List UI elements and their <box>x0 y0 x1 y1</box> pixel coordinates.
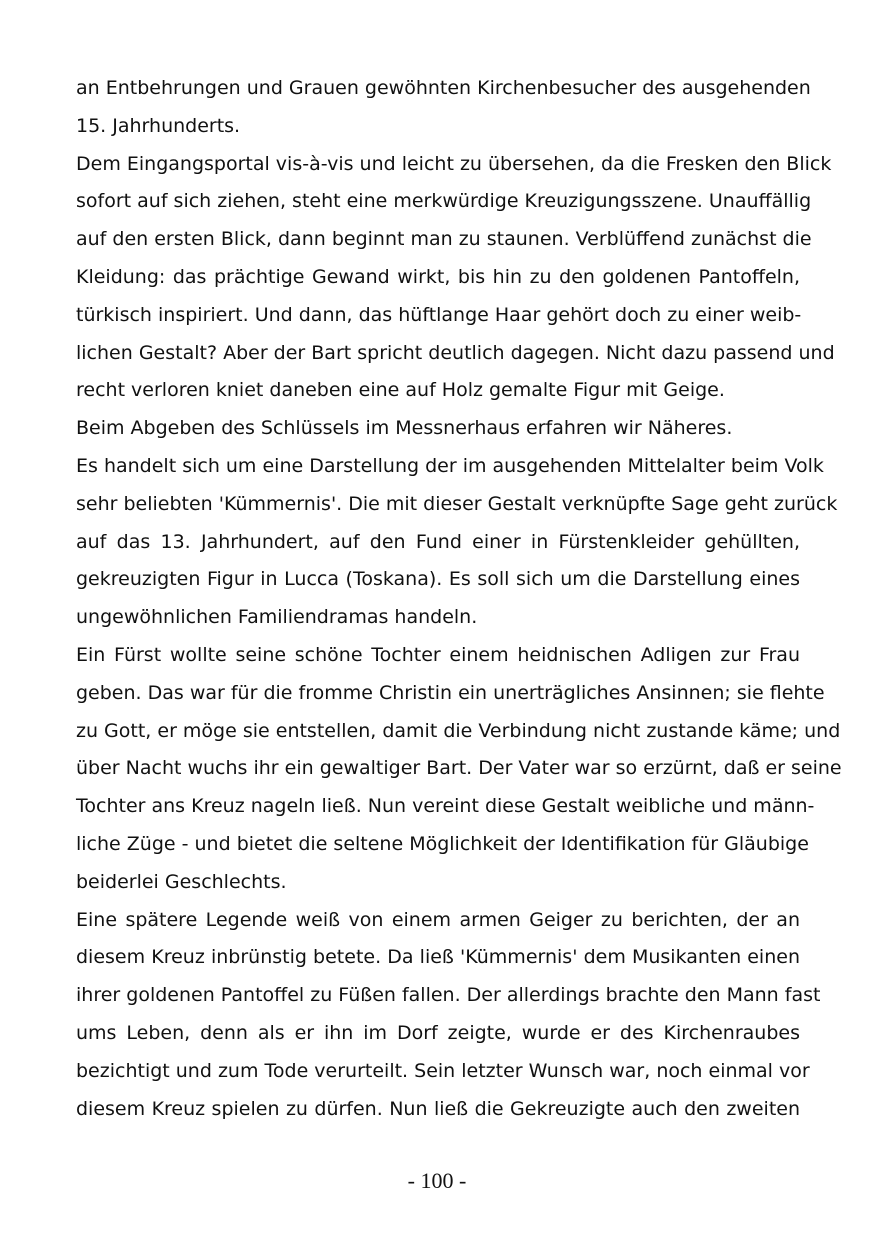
text-line: ihrer goldenen Pantoffel zu Füßen fallen. Der allerdings brachte den Mann fast <box>76 984 821 1007</box>
text-line: Tochter ans Kreuz nageln ließ. Nun vereint diese Gestalt weibliche und männ- <box>76 795 815 818</box>
text-line: Ein Fürst wollte seine schöne Tochter einem heidnischen Adligen zur Frau <box>76 643 800 666</box>
text-line: bezichtigt und zum Tode verurteilt. Sein letzter Wunsch war, noch einmal vor <box>76 1059 810 1082</box>
text-line: ungewöhnlichen Familiendramas handeln. <box>76 606 478 629</box>
text-line: zu Gott, er möge sie entstellen, damit die Verbindung nicht zustande käme; und <box>76 719 841 742</box>
body-text <box>76 70 842 1128</box>
text-line: lichen Gestalt? Aber der Bart spricht deutlich dagegen. Nicht dazu passend und <box>76 341 835 364</box>
text-line: geben. Das war für die fromme Christin ein unerträgliches Ansinnen; sie flehte <box>76 681 825 704</box>
text-line: Beim Abgeben des Schlüssels im Messnerhaus erfahren wir Näheres. <box>76 417 733 440</box>
text-line: Es handelt sich um eine Darstellung der im ausgehenden Mittelalter beim Volk <box>76 454 824 477</box>
text-line: sofort auf sich ziehen, steht eine merkwürdige Kreuzigungsszene. Unauffällig <box>76 190 812 213</box>
text-line: Eine spätere Legende weiß von einem armen Geiger zu berichten, der an <box>76 908 800 931</box>
text-line: an Entbehrungen und Grauen gewöhnten Kirchenbesucher des ausgehenden <box>76 77 811 99</box>
text-line: diesem Kreuz inbrünstig betete. Da ließ 'Kümmernis' dem Musikanten einen <box>76 946 800 969</box>
text-line: gekreuzigten Figur in Lucca (Toskana). Es soll sich um die Darstellung eines <box>76 568 800 591</box>
text-line: recht verloren kniet daneben eine auf Holz gemalte Figur mit Geige. <box>76 379 725 402</box>
text-line: diesem Kreuz spielen zu dürfen. Nun ließ die Gekreuzigte auch den zweiten <box>76 1097 800 1120</box>
text-line: 15. Jahrhunderts. <box>76 114 241 137</box>
page-number: - 100 - <box>407 1168 467 1193</box>
text-line: auf den ersten Blick, dann beginnt man zu staunen. Verblüffend zunächst die <box>76 228 812 251</box>
text-line: liche Züge - und bietet die seltene Möglichkeit der Identifikation für Gläubige <box>76 832 809 855</box>
text-line: sehr beliebten 'Kümmernis'. Die mit dieser Gestalt verknüpfte Sage geht zurück <box>76 492 838 515</box>
text-line: ums Leben, denn als er ihn im Dorf zeigte, wurde er des Kirchenraubes <box>76 1021 800 1044</box>
text-line: beiderlei Geschlechts. <box>76 870 287 893</box>
text-line: türkisch inspiriert. Und dann, das hüftlange Haar gehört doch zu einer weib- <box>76 303 802 326</box>
text-line: Kleidung: das prächtige Gewand wirkt, bis hin zu den goldenen Pantoffeln, <box>76 265 800 288</box>
text-line: Dem Eingangsportal vis-à-vis und leicht zu übersehen, da die Fresken den Blick <box>76 152 832 175</box>
text-line: über Nacht wuchs ihr ein gewaltiger Bart. Der Vater war so erzürnt, daß er seine <box>76 757 842 780</box>
text-line: auf das 13. Jahrhundert, auf den Fund einer in Fürstenkleider gehüllten, <box>76 530 800 553</box>
